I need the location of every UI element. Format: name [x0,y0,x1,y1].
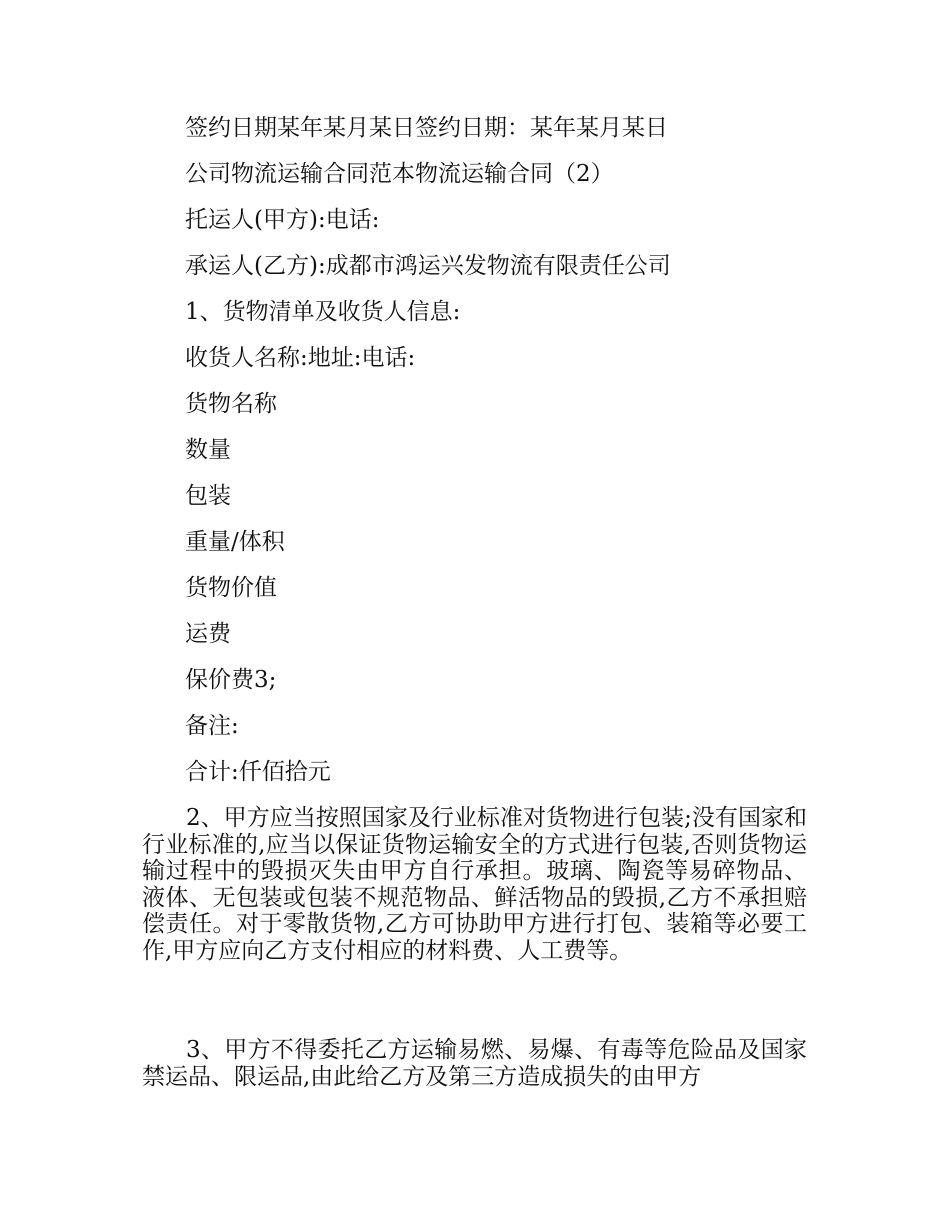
remarks-label: 备注: [185,713,239,739]
packaging-label: 包装 [185,483,231,509]
quantity-label: 数量 [185,437,231,463]
goods-value-label: 货物价值 [185,575,277,601]
shipper-line: 托运人(甲方):电话: [185,207,380,233]
weight-volume-label: 重量/体积 [185,529,285,555]
signing-date-line: 签约日期某年某月某日签约日期：某年某月某日 [185,115,668,141]
consignee-line: 收货人名称:地址:电话: [185,345,416,371]
goods-name-label: 货物名称 [185,391,277,417]
total-label: 合计:仟佰拾元 [185,759,331,785]
section-1-heading: 1、货物清单及收货人信息: [185,299,461,325]
freight-label: 运费 [185,621,231,647]
clause-2-paragraph: 2、甲方应当按照国家及行业标准对货物进行包装;没有国家和行业标准的,应当以保证货物运输安全的方式进行包装,否则货物运输过程中的毁损灭失由甲方自行承担。玻璃、陶瓷等易碎物品、液体、无包装或包装不规范物品、鲜活物品的毁损,乙方不承担赔偿责任。对于零散货物,乙方可协助甲方进行打包、装箱等必要工作,甲方应向乙方支付相应的材料费、人工费等。 [142,805,807,964]
insurance-fee-label: 保价费3; [185,667,277,693]
carrier-line: 承运人(乙方):成都市鸿运兴发物流有限责任公司 [185,253,671,279]
clause-3-paragraph: 3、甲方不得委托乙方运输易燃、易爆、有毒等危险品及国家禁运品、限运品,由此给乙方及第三方造成损失的由甲方 [142,1037,807,1090]
contract-title-line: 公司物流运输合同范本物流运输合同（2） [185,161,614,187]
